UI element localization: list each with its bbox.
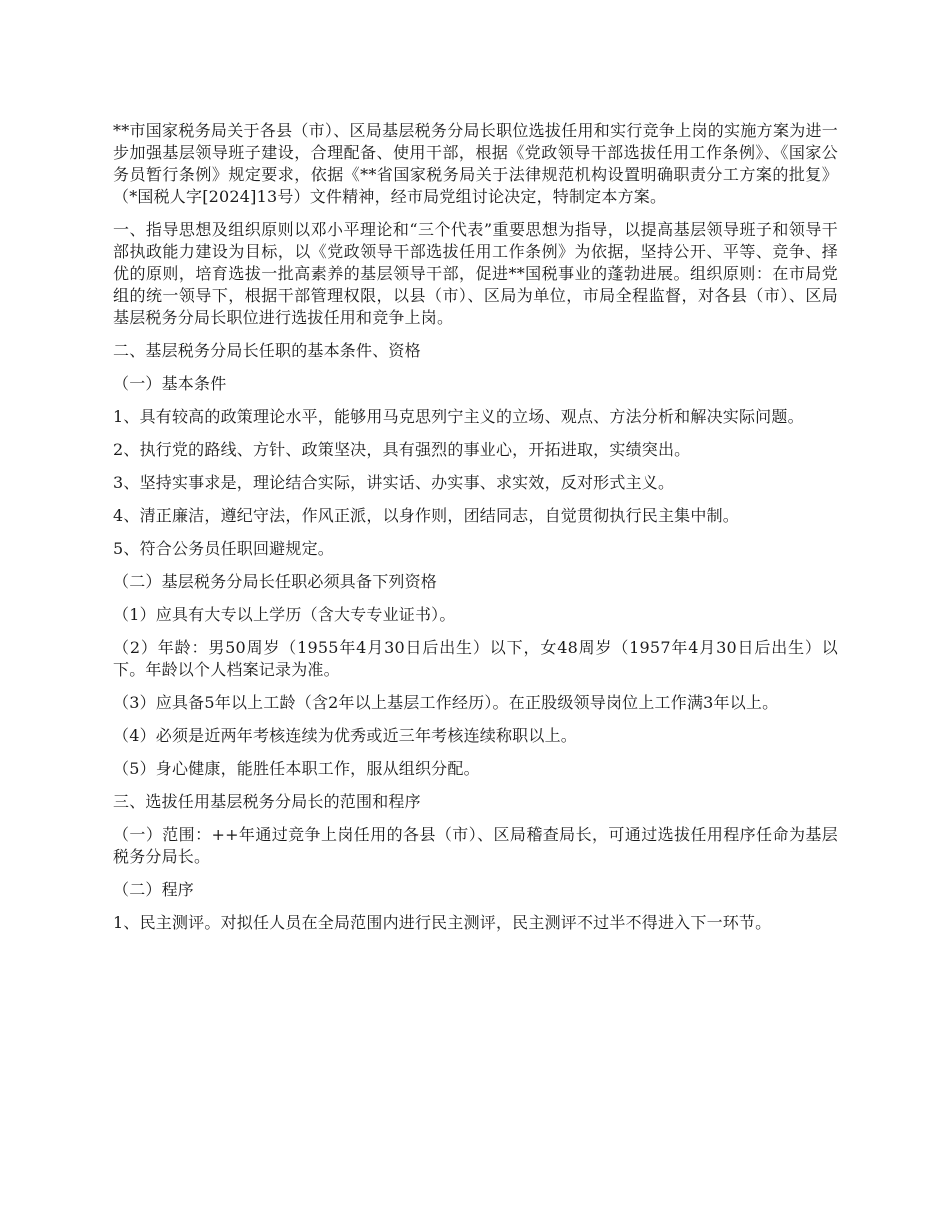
subsection-qualifications-heading: （二）基层税务分局长任职必须具备下列资格 (113, 572, 438, 591)
subsection-basic-conditions-heading: （一）基本条件 (113, 374, 227, 393)
procedure-heading: （二）程序 (113, 880, 195, 899)
section-2-heading: 二、基层税务分局长任职的基本条件、资格 (113, 341, 421, 360)
document-body (113, 120, 838, 945)
condition-item-1: 1、具有较高的政策理论水平，能够用马克思列宁主义的立场、观点、方法分析和解决实际问题。 (113, 407, 804, 426)
scope-paragraph: （一）范围：++年通过竞争上岗任用的各县（市）、区局稽查局长，可通过选拔任用程序任命为基层税务分局长。 (113, 825, 838, 866)
procedure-item-1: 1、民主测评。对拟任人员在全局范围内进行民主测评，民主测评不过半不得进入下一环节。 (113, 913, 772, 932)
qualification-item-5: （5）身心健康，能胜任本职工作，服从组织分配。 (113, 759, 480, 778)
intro-paragraph: **市国家税务局关于各县（市）、区局基层税务分局长职位选拔任用和实行竞争上岗的实施方案为进一步加强基层领导班子建设，合理配备、使用干部，根据《党政领导干部选拔任用工作条例》、《国家公务员暂行条例》规定要求，依据《**省国家税务局关于法律规范机构设置明确职责分工方案的批复》（*国税人字[2024]13号）文件精神，经市局党组讨论决定，特制定本方案。 (113, 121, 838, 206)
condition-item-5: 5、符合公务员任职回避规定。 (113, 539, 334, 558)
condition-item-3: 3、坚持实事求是，理论结合实际，讲实话、办实事、求实效，反对形式主义。 (113, 473, 675, 492)
section-3-heading: 三、选拔任用基层税务分局长的范围和程序 (113, 792, 421, 811)
qualification-item-2: （2）年龄：男50周岁（1955年4月30日后出生）以下，女48周岁（1957年4月30日后出生）以下。年龄以个人档案记录为准。 (113, 638, 838, 679)
qualification-item-3: （3）应具备5年以上工龄（含2年以上基层工作经历）。在正股级领导岗位上工作满3年以上。 (113, 693, 779, 712)
qualification-item-1: （1）应具有大专以上学历（含大专专业证书）。 (113, 605, 456, 624)
condition-item-4: 4、清正廉洁，遵纪守法，作风正派，以身作则，团结同志，自觉贯彻执行民主集中制。 (113, 506, 739, 525)
condition-item-2: 2、执行党的路线、方针、政策坚决，具有强烈的事业心，开拓进取，实绩突出。 (113, 440, 691, 459)
qualification-item-4: （4）必须是近两年考核连续为优秀或近三年考核连续称职以上。 (113, 726, 577, 745)
section-1-paragraph: 一、指导思想及组织原则以邓小平理论和“三个代表”重要思想为指导，以提高基层领导班子和领导干部执政能力建设为目标，以《党政领导干部选拔任用工作条例》为依据，坚持公开、平等、竞争、择优的原则，培育选拔一批高素养的基层领导干部，促进**国税事业的蓬勃进展。组织原则：在市局党组的统一领导下，根据干部管理权限，以县（市）、区局为单位，市局全程监督，对各县（市）、区局基层税务分局长职位进行选拔任用和竞争上岗。 (113, 220, 838, 327)
